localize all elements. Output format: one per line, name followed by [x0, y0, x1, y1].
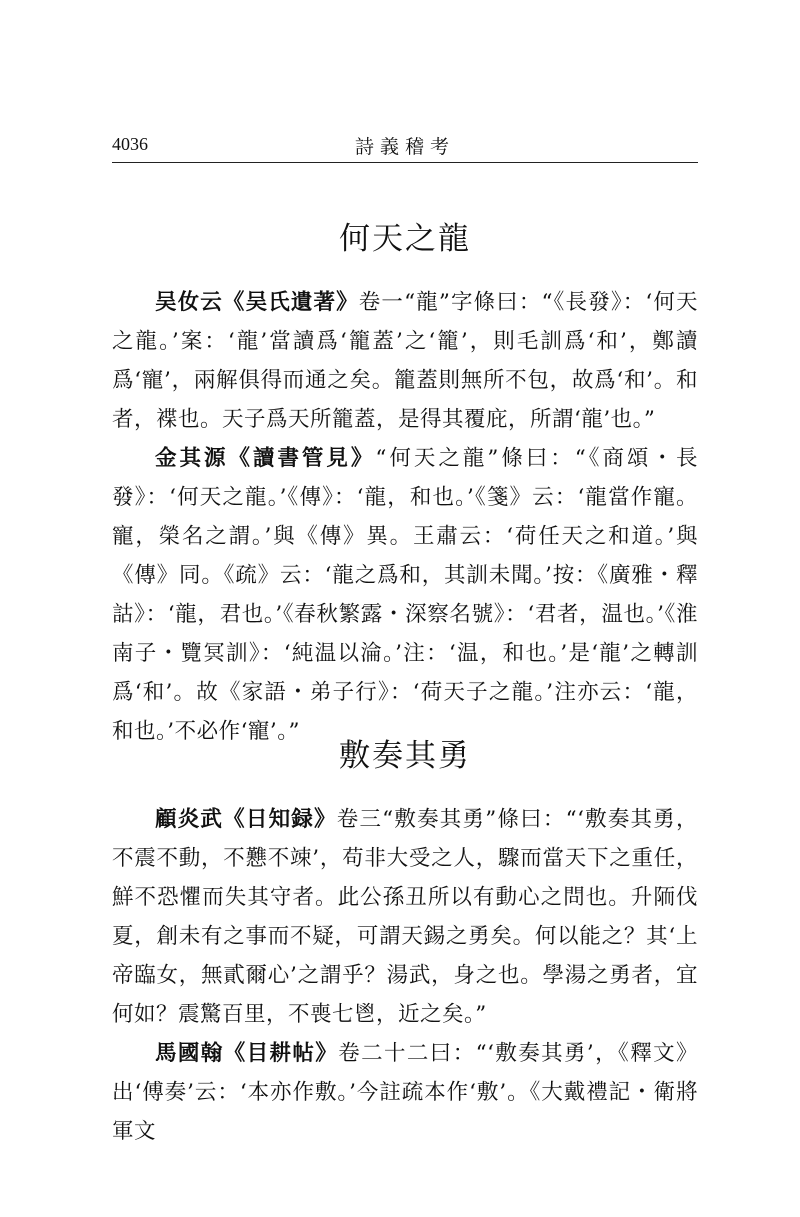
- paragraph-author: 吴㚢云《吴氏遺著》: [155, 290, 359, 315]
- page-header: [112, 128, 698, 163]
- section-title-1: 何天之龍: [339, 221, 471, 257]
- paragraph-author: 顧炎武《日知録》: [155, 807, 337, 832]
- paragraph-author: 金其源《讀書管見》: [155, 446, 376, 471]
- running-title: 詩義稽考: [354, 136, 455, 158]
- paragraph-1: [112, 283, 698, 439]
- paragraph-4: [112, 1034, 698, 1151]
- paragraph-text: “何天之龍”條曰：“《商頌・長發》：‘何天之龍。’《傳》：‘龍，和也。’《箋》云：‘龍當作寵。寵，榮名之謂。’與《傳》異。王肅云：‘荷任天之和道。’與《傳》同。《疏》云：‘龍之爲和，其訓未聞。’按：《廣雅・釋詁》：‘龍，君也。’《春秋繁露・深察名號》：‘君者，温也。’《淮南子・覽冥訓》：‘純温以淪。’注：‘温，和也。’是‘龍’之轉訓爲‘和’。故《家語・弟子行》：‘荷天子之龍。’注亦云：‘龍，和也。’不必作‘寵’。”: [112, 446, 698, 744]
- paragraph-author: 馬國翰《目耕帖》: [155, 1041, 339, 1066]
- paragraph-text: 卷一“龍”字條曰：“《長發》：‘何天之龍。’案：‘龍’當讀爲‘籠蓋’之‘籠’，則毛訓爲‘和’，鄭讀爲‘寵’，兩解俱得而通之矣。籠蓋則無所不包，故爲‘和’。和者，褋也。天子爲天所籠蓋，是得其覆庇，所謂‘龍’也。”: [112, 290, 698, 432]
- paragraph-text: 卷三“敷奏其勇”條曰：“‘敷奏其勇，不震不動，不戁不竦’，苟非大受之人，驟而當天下之重任，鮮不恐懼而失其守者。此公孫丑所以有動心之問也。升陑伐夏，創未有之事而不疑，可謂天錫之勇矣。何以能之？其‘上帝臨女，無貳爾心’之謂乎？湯武，身之也。學湯之勇者，宜何如？震驚百里，不喪七鬯，近之矣。”: [112, 807, 698, 1027]
- section-title-2: 敷奏其勇: [339, 738, 471, 774]
- page-number: 4036: [112, 134, 148, 154]
- paragraph-2: [112, 439, 698, 751]
- paragraph-3: [112, 800, 698, 1034]
- paragraph-text: 卷二十二曰：“‘敷奏其勇’，《釋文》出‘傅奏’云：‘本亦作敷。’今註疏本作‘敷’。《大戴禮記・衛將軍文: [112, 1041, 698, 1144]
